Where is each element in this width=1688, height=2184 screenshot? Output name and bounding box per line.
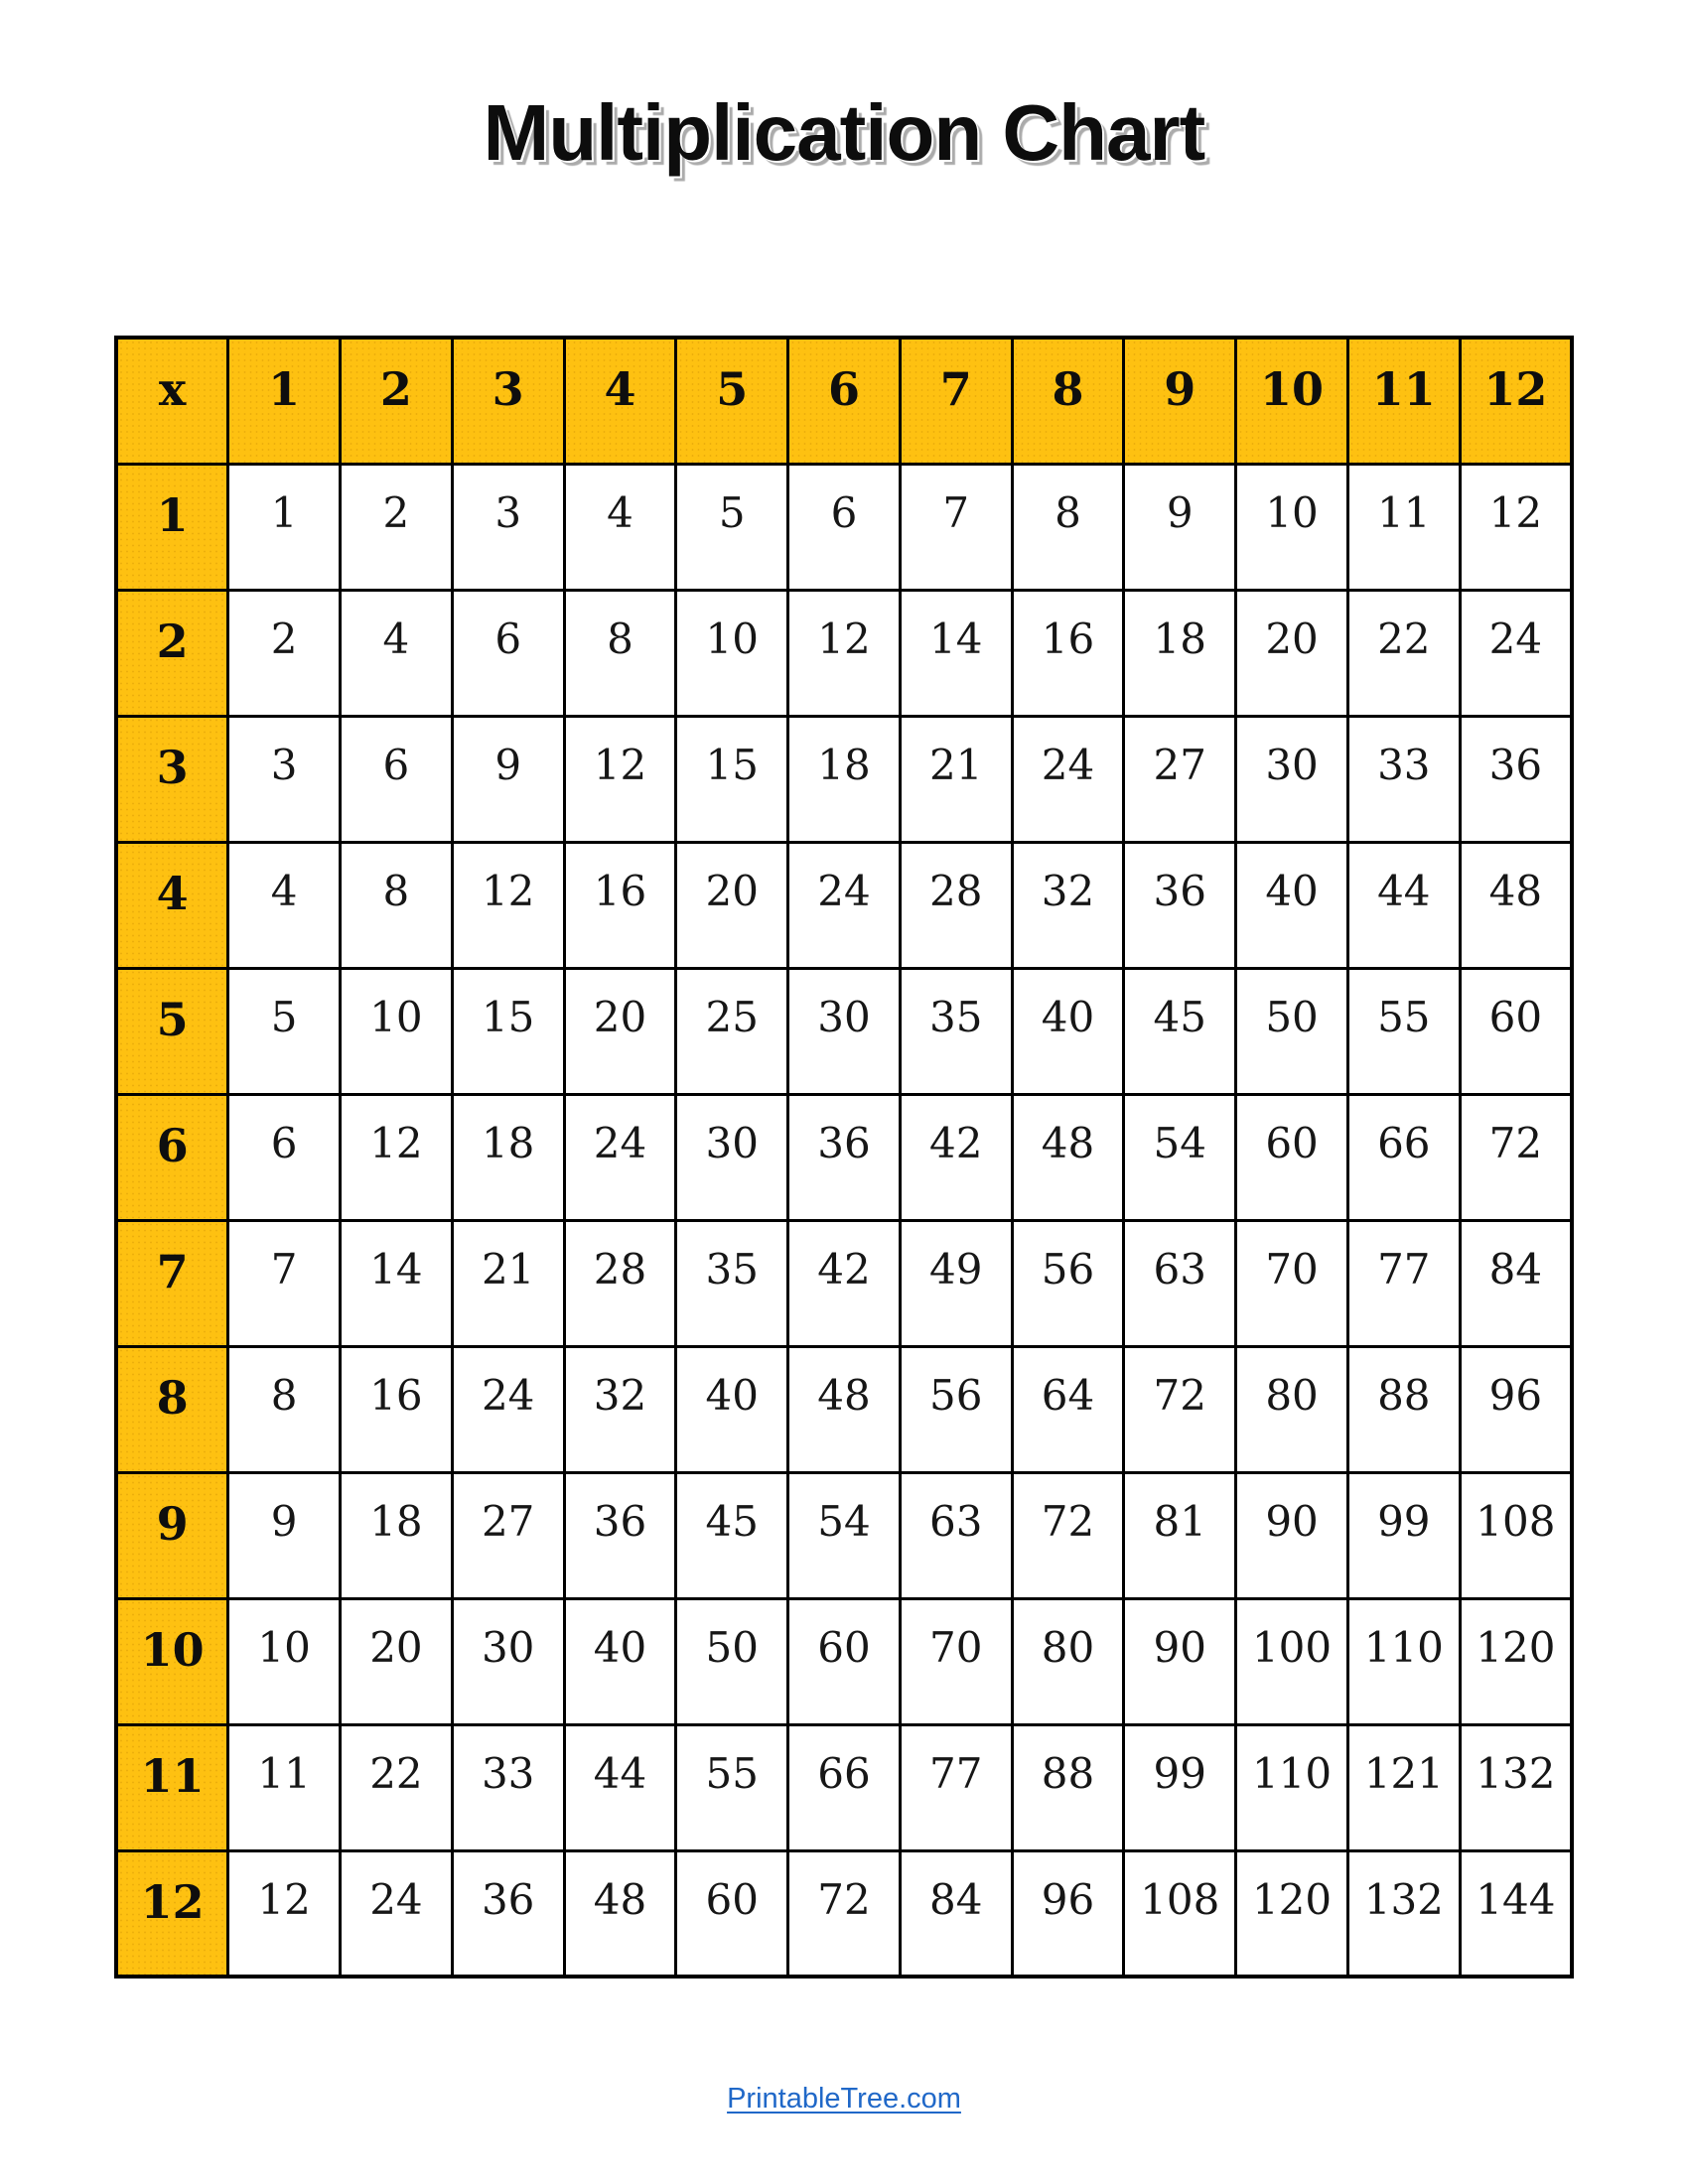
product-cell: 2 — [341, 464, 453, 590]
product-cell: 14 — [341, 1220, 453, 1346]
product-cell: 42 — [900, 1094, 1012, 1220]
product-cell: 20 — [676, 842, 788, 968]
product-cell: 6 — [788, 464, 901, 590]
table-body — [116, 464, 1572, 1977]
product-cell: 8 — [564, 590, 676, 716]
product-cell: 80 — [1236, 1346, 1348, 1472]
product-cell: 80 — [1012, 1598, 1124, 1724]
column-header-cell: 1 — [228, 338, 341, 464]
product-cell: 3 — [228, 716, 341, 842]
row-header-cell: 8 — [116, 1346, 228, 1472]
product-cell: 56 — [900, 1346, 1012, 1472]
product-cell: 55 — [1347, 968, 1460, 1094]
product-cell: 32 — [1012, 842, 1124, 968]
column-header-cell: 3 — [452, 338, 564, 464]
product-cell: 12 — [788, 590, 901, 716]
product-cell: 99 — [1124, 1724, 1236, 1850]
multiplication-table-container — [114, 336, 1574, 1979]
product-cell: 8 — [1012, 464, 1124, 590]
product-cell: 11 — [1347, 464, 1460, 590]
product-cell: 120 — [1460, 1598, 1572, 1724]
product-cell: 81 — [1124, 1472, 1236, 1598]
product-cell: 40 — [1012, 968, 1124, 1094]
product-cell: 60 — [676, 1850, 788, 1977]
product-cell: 18 — [452, 1094, 564, 1220]
product-cell: 5 — [676, 464, 788, 590]
product-cell: 42 — [788, 1220, 901, 1346]
product-cell: 9 — [452, 716, 564, 842]
product-cell: 4 — [228, 842, 341, 968]
product-cell: 121 — [1347, 1724, 1460, 1850]
product-cell: 16 — [1012, 590, 1124, 716]
product-cell: 15 — [452, 968, 564, 1094]
product-cell: 20 — [341, 1598, 453, 1724]
product-cell: 54 — [788, 1472, 901, 1598]
product-cell: 72 — [1124, 1346, 1236, 1472]
product-cell: 22 — [341, 1724, 453, 1850]
product-cell: 30 — [1236, 716, 1348, 842]
product-cell: 40 — [1236, 842, 1348, 968]
product-cell: 28 — [564, 1220, 676, 1346]
product-cell: 9 — [228, 1472, 341, 1598]
product-cell: 18 — [788, 716, 901, 842]
product-cell: 3 — [452, 464, 564, 590]
product-cell: 10 — [341, 968, 453, 1094]
product-cell: 24 — [1012, 716, 1124, 842]
product-cell: 1 — [228, 464, 341, 590]
table-row — [116, 1346, 1572, 1472]
product-cell: 144 — [1460, 1850, 1572, 1977]
product-cell: 22 — [1347, 590, 1460, 716]
product-cell: 96 — [1012, 1850, 1124, 1977]
table-row — [116, 842, 1572, 968]
product-cell: 36 — [564, 1472, 676, 1598]
product-cell: 88 — [1012, 1724, 1124, 1850]
table-header-row — [116, 338, 1572, 464]
product-cell: 36 — [1124, 842, 1236, 968]
product-cell: 45 — [676, 1472, 788, 1598]
footer — [0, 2083, 1688, 2116]
table-row — [116, 590, 1572, 716]
product-cell: 10 — [676, 590, 788, 716]
page-title: Multiplication Chart — [483, 88, 1205, 177]
product-cell: 60 — [1236, 1094, 1348, 1220]
product-cell: 28 — [900, 842, 1012, 968]
product-cell: 10 — [1236, 464, 1348, 590]
product-cell: 108 — [1124, 1850, 1236, 1977]
product-cell: 132 — [1460, 1724, 1572, 1850]
column-header-cell: 5 — [676, 338, 788, 464]
product-cell: 90 — [1124, 1598, 1236, 1724]
product-cell: 7 — [900, 464, 1012, 590]
row-header-cell: 7 — [116, 1220, 228, 1346]
product-cell: 96 — [1460, 1346, 1572, 1472]
column-header-cell: 6 — [788, 338, 901, 464]
product-cell: 4 — [341, 590, 453, 716]
table-row — [116, 1598, 1572, 1724]
product-cell: 72 — [1460, 1094, 1572, 1220]
product-cell: 100 — [1236, 1598, 1348, 1724]
product-cell: 12 — [228, 1850, 341, 1977]
product-cell: 12 — [341, 1094, 453, 1220]
product-cell: 30 — [676, 1094, 788, 1220]
product-cell: 6 — [228, 1094, 341, 1220]
product-cell: 72 — [788, 1850, 901, 1977]
product-cell: 70 — [900, 1598, 1012, 1724]
product-cell: 48 — [788, 1346, 901, 1472]
product-cell: 27 — [452, 1472, 564, 1598]
table-row — [116, 1724, 1572, 1850]
row-header-cell: 4 — [116, 842, 228, 968]
product-cell: 48 — [1460, 842, 1572, 968]
table-row — [116, 1220, 1572, 1346]
table-row — [116, 716, 1572, 842]
table-row — [116, 1094, 1572, 1220]
product-cell: 35 — [676, 1220, 788, 1346]
column-header-cell: 12 — [1460, 338, 1572, 464]
product-cell: 64 — [1012, 1346, 1124, 1472]
product-cell: 84 — [1460, 1220, 1572, 1346]
product-cell: 20 — [1236, 590, 1348, 716]
product-cell: 99 — [1347, 1472, 1460, 1598]
product-cell: 48 — [564, 1850, 676, 1977]
product-cell: 48 — [1012, 1094, 1124, 1220]
product-cell: 21 — [452, 1220, 564, 1346]
product-cell: 6 — [452, 590, 564, 716]
product-cell: 66 — [1347, 1094, 1460, 1220]
product-cell: 63 — [900, 1472, 1012, 1598]
product-cell: 60 — [1460, 968, 1572, 1094]
footer-link[interactable]: PrintableTree.com — [727, 2083, 961, 2115]
product-cell: 24 — [341, 1850, 453, 1977]
column-header-cell: 10 — [1236, 338, 1348, 464]
product-cell: 14 — [900, 590, 1012, 716]
product-cell: 63 — [1124, 1220, 1236, 1346]
row-header-cell: 1 — [116, 464, 228, 590]
product-cell: 24 — [452, 1346, 564, 1472]
product-cell: 32 — [564, 1346, 676, 1472]
product-cell: 44 — [564, 1724, 676, 1850]
product-cell: 45 — [1124, 968, 1236, 1094]
product-cell: 9 — [1124, 464, 1236, 590]
row-header-cell: 3 — [116, 716, 228, 842]
row-header-cell: 9 — [116, 1472, 228, 1598]
product-cell: 8 — [228, 1346, 341, 1472]
product-cell: 54 — [1124, 1094, 1236, 1220]
table-row — [116, 1472, 1572, 1598]
product-cell: 40 — [676, 1346, 788, 1472]
product-cell: 4 — [564, 464, 676, 590]
product-cell: 16 — [564, 842, 676, 968]
product-cell: 84 — [900, 1850, 1012, 1977]
multiplication-table — [114, 336, 1574, 1979]
product-cell: 25 — [676, 968, 788, 1094]
product-cell: 50 — [1236, 968, 1348, 1094]
column-header-cell: 11 — [1347, 338, 1460, 464]
product-cell: 110 — [1347, 1598, 1460, 1724]
product-cell: 56 — [1012, 1220, 1124, 1346]
product-cell: 90 — [1236, 1472, 1348, 1598]
product-cell: 10 — [228, 1598, 341, 1724]
product-cell: 60 — [788, 1598, 901, 1724]
product-cell: 33 — [452, 1724, 564, 1850]
product-cell: 12 — [564, 716, 676, 842]
product-cell: 15 — [676, 716, 788, 842]
product-cell: 18 — [341, 1472, 453, 1598]
row-header-cell: 5 — [116, 968, 228, 1094]
table-row — [116, 968, 1572, 1094]
product-cell: 44 — [1347, 842, 1460, 968]
product-cell: 72 — [1012, 1472, 1124, 1598]
product-cell: 11 — [228, 1724, 341, 1850]
product-cell: 77 — [900, 1724, 1012, 1850]
product-cell: 66 — [788, 1724, 901, 1850]
product-cell: 30 — [788, 968, 901, 1094]
product-cell: 20 — [564, 968, 676, 1094]
product-cell: 5 — [228, 968, 341, 1094]
product-cell: 12 — [452, 842, 564, 968]
product-cell: 77 — [1347, 1220, 1460, 1346]
product-cell: 36 — [1460, 716, 1572, 842]
column-header-cell: 4 — [564, 338, 676, 464]
product-cell: 8 — [341, 842, 453, 968]
product-cell: 35 — [900, 968, 1012, 1094]
product-cell: 120 — [1236, 1850, 1348, 1977]
product-cell: 24 — [788, 842, 901, 968]
corner-cell: x — [116, 338, 228, 464]
product-cell: 49 — [900, 1220, 1012, 1346]
row-header-cell: 6 — [116, 1094, 228, 1220]
product-cell: 2 — [228, 590, 341, 716]
product-cell: 40 — [564, 1598, 676, 1724]
product-cell: 30 — [452, 1598, 564, 1724]
product-cell: 36 — [452, 1850, 564, 1977]
product-cell: 55 — [676, 1724, 788, 1850]
table-row — [116, 464, 1572, 590]
product-cell: 24 — [564, 1094, 676, 1220]
row-header-cell: 11 — [116, 1724, 228, 1850]
product-cell: 24 — [1460, 590, 1572, 716]
table-header — [116, 338, 1572, 464]
row-header-cell: 12 — [116, 1850, 228, 1977]
product-cell: 50 — [676, 1598, 788, 1724]
product-cell: 12 — [1460, 464, 1572, 590]
table-row — [116, 1850, 1572, 1977]
product-cell: 36 — [788, 1094, 901, 1220]
product-cell: 21 — [900, 716, 1012, 842]
column-header-cell: 8 — [1012, 338, 1124, 464]
row-header-cell: 2 — [116, 590, 228, 716]
row-header-cell: 10 — [116, 1598, 228, 1724]
product-cell: 6 — [341, 716, 453, 842]
product-cell: 88 — [1347, 1346, 1460, 1472]
column-header-cell: 7 — [900, 338, 1012, 464]
product-cell: 110 — [1236, 1724, 1348, 1850]
product-cell: 70 — [1236, 1220, 1348, 1346]
product-cell: 33 — [1347, 716, 1460, 842]
product-cell: 27 — [1124, 716, 1236, 842]
product-cell: 18 — [1124, 590, 1236, 716]
product-cell: 132 — [1347, 1850, 1460, 1977]
product-cell: 16 — [341, 1346, 453, 1472]
column-header-cell: 2 — [341, 338, 453, 464]
product-cell: 7 — [228, 1220, 341, 1346]
product-cell: 108 — [1460, 1472, 1572, 1598]
column-header-cell: 9 — [1124, 338, 1236, 464]
